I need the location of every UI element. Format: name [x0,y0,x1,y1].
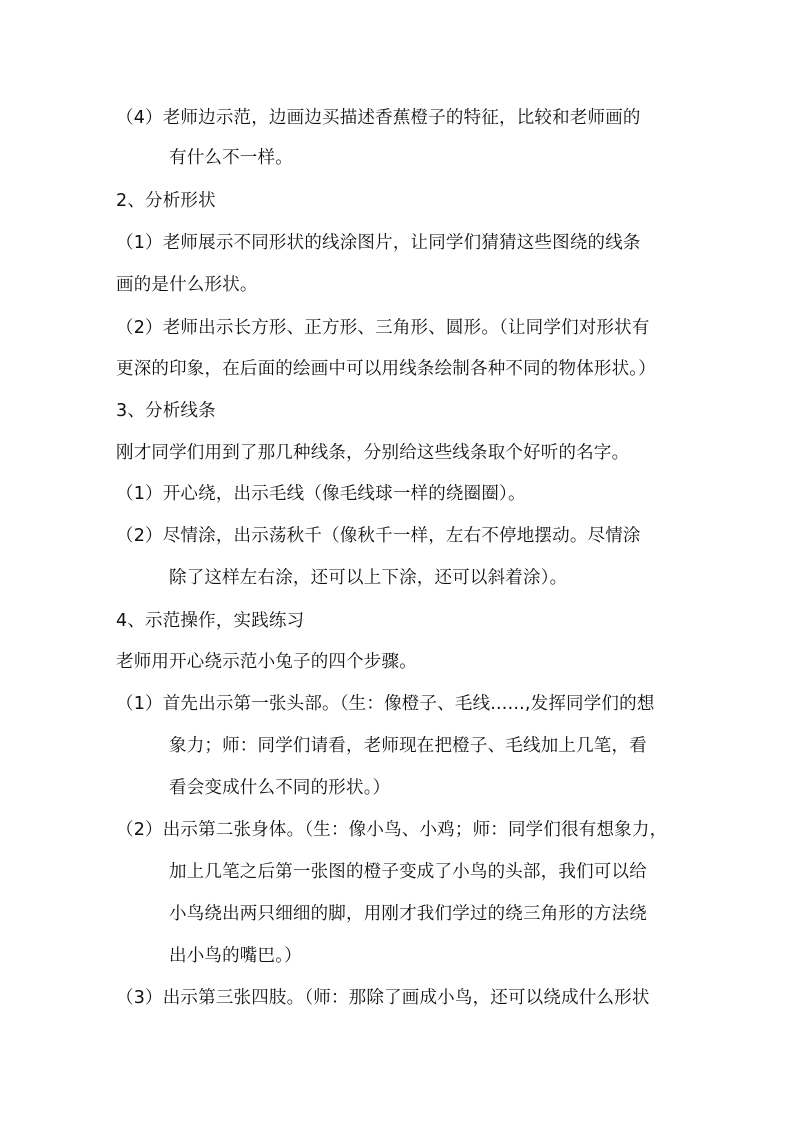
text-line-demo-2-cont2: 小鸟绕出两只细细的脚，用刚才我们学过的绕三角形的方法绕 [169,904,647,924]
text-line-shapes-1: （1）老师展示不同形状的线涂图片，让同学们猜猜这些图绕的线条 [116,233,641,253]
text-line-demo-2-cont3: 出小鸟的嘴巴。） [169,946,302,966]
text-line-demo-3: （3）出示第三张四肢。（师：那除了画成小鸟，还可以绕成什么形状 [116,988,650,1008]
section-heading-analyze-lines: 3、分析线条 [116,401,216,421]
text-line-shapes-1-cont: 画的是什么形状。 [116,275,258,295]
text-line-shapes-2: （2）老师出示长方形、正方形、三角形、圆形。（让同学们对形状有 [116,318,650,338]
text-line-demo-2: （2）出示第二张身体。（生：像小鸟、小鸡；师：同学们很有想象力， [116,820,668,840]
text-line-lines-2-cont: 除了这样左右涂，还可以上下涂，还可以斜着涂）。 [169,568,568,588]
text-line-demo-1-cont: 象力；师：同学们请看，老师现在把橙子、毛线加上几笔，看 [169,736,647,756]
text-line-lines-intro: 刚才同学们用到了那几种线条，分别给这些线条取个好听的名字。 [116,443,630,463]
text-line-demo-1: （1）首先出示第一张头部。（生：像橙子、毛线......,发挥同学们的想 [116,694,655,714]
text-line-lines-2: （2）尽情涂，出示荡秋千（像秋千一样，左右不停地摆动。尽情涂 [116,526,641,546]
text-line-step-4-demo-cont: 有什么不一样。 [169,148,293,168]
text-line-shapes-2-cont: 更深的印象，在后面的绘画中可以用线条绘制各种不同的物体形状。） [116,359,656,379]
section-heading-analyze-shapes: 2、分析形状 [116,191,216,211]
text-line-step-4-demo: （4）老师边示范，边画边买描述香蕉橙子的特征，比较和老师画的 [116,108,641,128]
text-line-lines-1: （1）开心绕，出示毛线（像毛线球一样的绕圈圈）。 [116,484,526,504]
section-heading-demo-practice: 4、示范操作，实践练习 [116,611,305,631]
text-line-demo-intro: 老师用开心绕示范小兔子的四个步骤。 [116,652,417,672]
text-line-demo-2-cont: 加上几笔之后第一张图的橙子变成了小鸟的头部，我们可以给 [169,862,647,882]
text-line-demo-1-cont2: 看会变成什么不同的形状。） [169,778,391,798]
